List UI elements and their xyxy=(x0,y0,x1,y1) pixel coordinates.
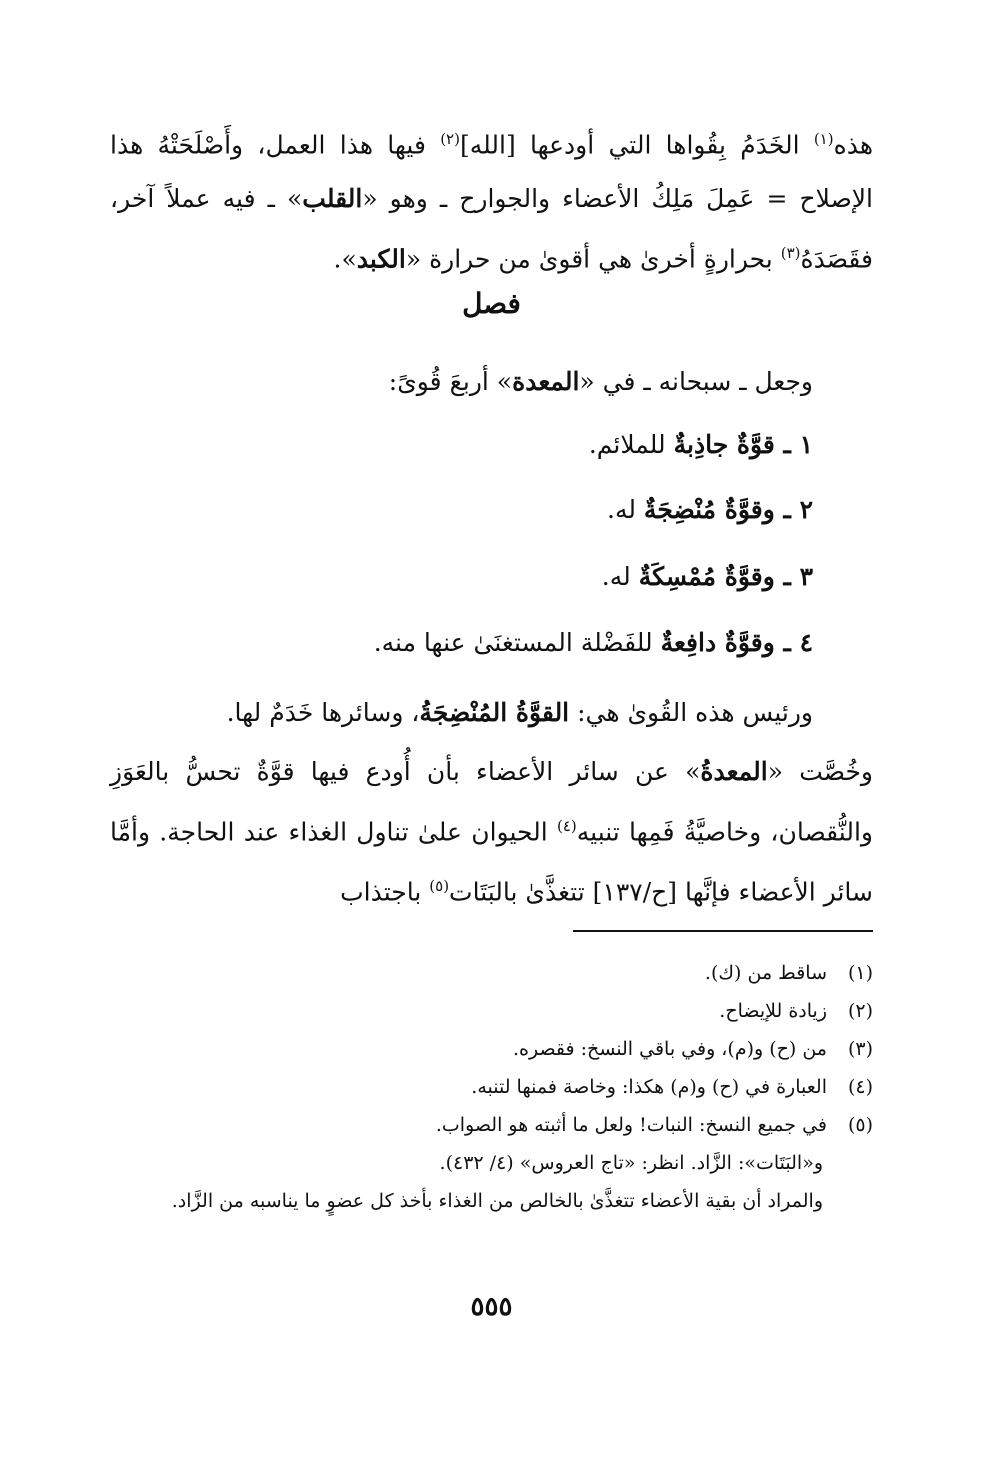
list-item xyxy=(110,485,813,535)
text-run: بحرارةٍ أخرىٰ هي أقوىٰ من حرارة « xyxy=(405,244,781,274)
paragraph-intro xyxy=(110,357,813,407)
footnote-text: العبارة في (ح) و(م) هكذا: وخاصة فمنها لتنبه. xyxy=(471,1076,827,1098)
footnote-text: ساقط من (ك). xyxy=(704,962,827,984)
term-stomach: المعدة xyxy=(512,367,580,396)
term-stomach: المعدةُ xyxy=(700,757,768,786)
list-number: ٢ ـ xyxy=(774,495,813,524)
list-number: ٤ ـ xyxy=(774,628,813,657)
footnote-text: من (ح) و(م)، وفي باقي النسخ: فقصره. xyxy=(512,1038,827,1060)
paragraph-summary xyxy=(110,688,813,738)
footnote xyxy=(110,955,873,991)
list-text: للملائم. xyxy=(588,430,674,459)
text-run: » عن سائر الأعضاء بأن أُودع فيها قوَّةٌ تحسُّ بالعَوَزِ والنُّقصان، وخاصيَّةُ فَمِها تنبيه xyxy=(110,757,873,847)
text-run: » أربعَ قُوىً: xyxy=(388,367,513,396)
text-run: ، وسائرها خَدَمٌ لها. xyxy=(226,698,420,727)
footnote-text: زيادة للإيضاح. xyxy=(719,1000,827,1022)
text-run: الحيوان علىٰ تناول الغذاء عند الحاجة. وأمَّا سائر الأعضاء فإنَّها [ح/١٣٧] تتغذَّىٰ بالبَتَات xyxy=(110,817,873,907)
footnote xyxy=(110,1031,873,1067)
footnote-number: (٢) xyxy=(847,1000,873,1022)
list-item xyxy=(110,420,813,470)
list-text: له. xyxy=(607,495,644,524)
list-item xyxy=(110,552,813,602)
footnote-ref: (١) xyxy=(813,130,834,148)
paragraph-stomach xyxy=(110,745,873,920)
footnote-number: (١) xyxy=(847,962,873,984)
list-text: للفَضْلة المستغنَىٰ عنها منه. xyxy=(373,628,661,657)
text-run: هذه xyxy=(833,130,873,160)
footnote-continuation: والمراد أن بقية الأعضاء تتغذَّىٰ بالخالص من الغذاء بأخذ كل عضوٍ ما يناسبه من الزَّاد. xyxy=(171,1190,823,1212)
text-run: باجتذاب xyxy=(340,877,430,907)
paragraph-opening xyxy=(110,112,873,287)
text-run: وخُصَّت « xyxy=(767,757,873,786)
list-term: وقوَّةٌ مُمْسِكَةٌ xyxy=(638,562,775,591)
footnote-separator xyxy=(573,930,873,932)
text-run: الخَدَمُ بِقُواها التي أودعها [الله] xyxy=(459,130,814,160)
text-run: ». xyxy=(333,244,357,274)
footnote xyxy=(110,993,873,1029)
term-maturing-power: القوَّةُ المُنْضِجَةُ xyxy=(419,698,570,727)
footnote-number: (٤) xyxy=(847,1076,873,1098)
list-term: وقوَّةٌ مُنْضِجَةٌ xyxy=(643,495,775,524)
footnote-ref: (٤) xyxy=(556,817,577,835)
footnote-ref: (٢) xyxy=(440,130,460,148)
footnote-ref: (٥) xyxy=(429,877,450,896)
footnote-ref: (٣) xyxy=(780,244,801,263)
section-heading: فصل xyxy=(462,287,521,320)
list-number: ٣ ـ xyxy=(774,562,813,591)
footnote-text: في جميع النسخ: النبات! ولعل ما أثبته هو الصواب. xyxy=(435,1114,827,1136)
footnote-number: (٣) xyxy=(847,1038,873,1060)
term-heart: القلب xyxy=(302,184,363,214)
text-run: فيها هذا العمل، وأَصْلَحَتْهُ هذا الإصلاح = عَمِلَ مَلِكُ الأعضاء والجوارح ـ وهو « xyxy=(110,130,874,214)
text-run: » ـ فيه عملاً آخر، فقَصَدَهُ xyxy=(110,184,873,274)
list-term: قوَّةٌ جاذِبةٌ xyxy=(673,430,775,459)
list-item xyxy=(110,618,813,668)
term-liver: الكبد xyxy=(356,244,406,274)
footnote-continuation: و«البَتَات»: الزَّاد. انظر: «تاج العروس» (٤/ ٤٣٢). xyxy=(439,1152,823,1174)
list-number: ١ ـ xyxy=(774,430,813,459)
page-number: ٥٥٥ xyxy=(470,1292,513,1322)
list-term: وقوَّةٌ دافِعةٌ xyxy=(660,628,775,657)
text-run: ورئيس هذه القُوىٰ هي: xyxy=(569,698,813,727)
footnote-number: (٥) xyxy=(847,1114,873,1136)
footnote xyxy=(110,1069,873,1105)
list-text: له. xyxy=(601,562,639,591)
text-run: وجعل ـ سبحانه ـ في « xyxy=(579,367,813,396)
footnote xyxy=(110,1107,873,1143)
